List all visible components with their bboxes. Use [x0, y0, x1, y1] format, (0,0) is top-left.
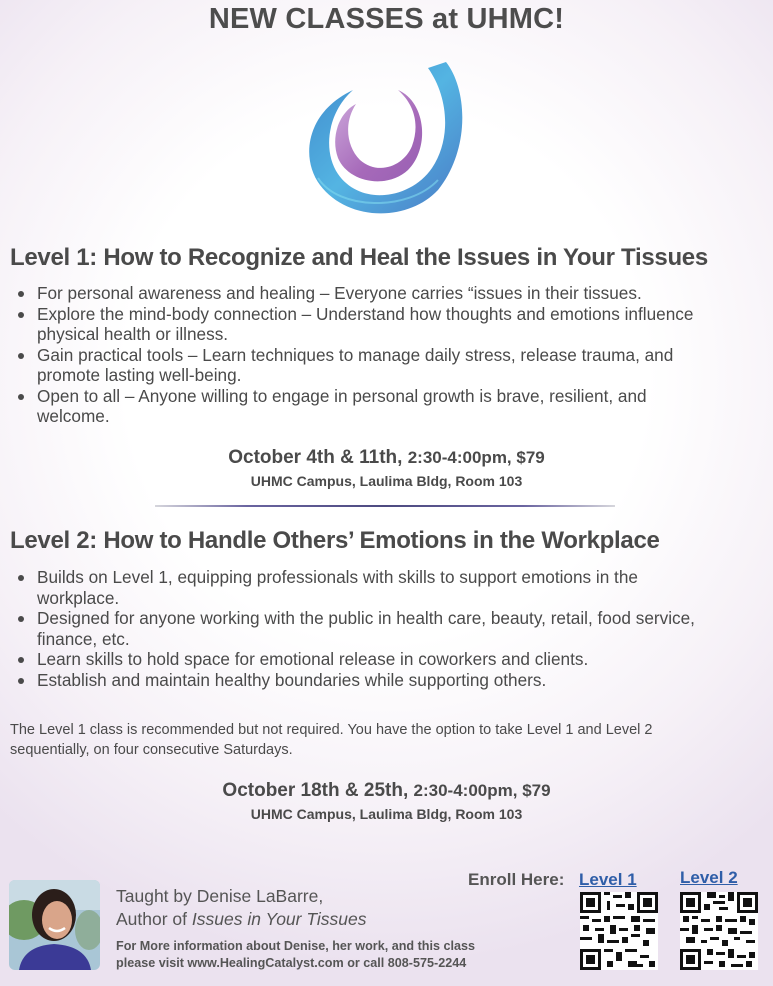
- level2-qr-code-icon[interactable]: [680, 892, 758, 970]
- level1-schedule: [0, 446, 773, 470]
- list-item: Builds on Level 1, equipping professionals with skills to support emotions in the workplace.: [14, 567, 769, 608]
- bullet-icon: [18, 291, 24, 297]
- level2-bullet-list: [14, 567, 769, 690]
- list-item: Establish and maintain healthy boundaries while supporting others.: [14, 670, 769, 691]
- level1-heading: Level 1: How to Recognize and Heal the Issues in Your Tissues: [10, 244, 708, 271]
- level1-location: UHMC Campus, Laulima Bldg, Room 103: [250, 473, 523, 489]
- level2-date: October 18th & 25th,: [222, 780, 409, 801]
- level2-time-price: 2:30-4:00pm, $79: [413, 781, 551, 800]
- level2-note: The Level 1 class is recommended but not required. You have the option to take Level 1 and Level 2 sequentially, on four consecutive Saturdays.: [10, 722, 653, 758]
- page-title: NEW CLASSES at UHMC!: [208, 3, 565, 35]
- level2-heading: Level 2: How to Handle Others’ Emotions in the Workplace: [10, 527, 660, 554]
- enroll-label: Enroll Here:: [468, 870, 565, 889]
- bullet-icon: [18, 657, 24, 663]
- bullet-icon: [18, 312, 24, 318]
- bullet-icon: [18, 575, 24, 581]
- bullet-icon: [18, 616, 24, 622]
- list-item: Learn skills to hold space for emotional release in coworkers and clients.: [14, 649, 769, 670]
- bullet-icon: [18, 353, 24, 359]
- level1-time-price: 2:30-4:00pm, $79: [407, 448, 545, 467]
- list-item: Designed for anyone working with the public in health care, beauty, retail, food service, finance, etc.: [14, 608, 769, 649]
- book-title: Issues in Your Tissues: [191, 909, 367, 929]
- instructor-credit: Taught by Denise LaBarre, Author of Issues in Your Tissues: [116, 886, 367, 929]
- section-divider: [155, 505, 615, 507]
- list-item: Gain practical tools – Learn techniques to manage daily stress, release trauma, and promote lasting well-being.: [14, 345, 769, 386]
- level2-location: UHMC Campus, Laulima Bldg, Room 103: [250, 806, 523, 822]
- level1-enroll-link[interactable]: Level 1: [579, 870, 637, 889]
- list-item: Open to all – Anyone willing to engage in personal growth is brave, resilient, and welcome.: [14, 386, 769, 427]
- contact-info: For More information about Denise, her work, and this class please visit www.HealingCatalyst.com or call 808-575-2244: [116, 939, 475, 970]
- list-item: For personal awareness and healing – Everyone carries “issues in their tissues.: [14, 283, 769, 304]
- level2-enroll-link[interactable]: Level 2: [680, 868, 738, 887]
- level1-bullet-list: [14, 283, 769, 427]
- bullet-icon: [18, 678, 24, 684]
- level1-qr-code-icon[interactable]: [580, 892, 658, 970]
- swirl-logo-icon: [298, 50, 473, 220]
- bullet-icon: [18, 394, 24, 400]
- instructor-photo: [9, 880, 100, 970]
- level2-schedule: [0, 779, 773, 803]
- list-item: Explore the mind-body connection – Understand how thoughts and emotions influence physical health or illness.: [14, 304, 769, 345]
- level1-date: October 4th & 11th,: [228, 447, 403, 468]
